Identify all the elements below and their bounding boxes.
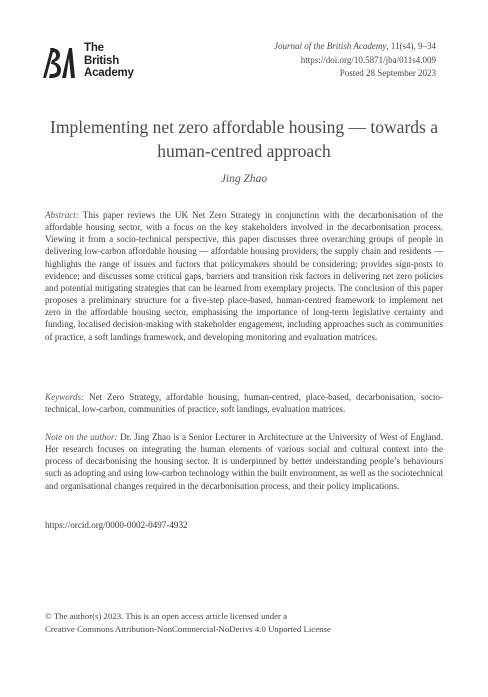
logo-line-3: Academy	[84, 67, 134, 79]
journal-name: Journal of the British Academy	[274, 41, 387, 51]
license-footer	[45, 610, 443, 636]
abstract-label: Abstract:	[45, 210, 79, 220]
journal-meta	[216, 40, 436, 81]
keywords-label: Keywords:	[45, 392, 85, 402]
abstract-text: This paper reviews the UK Net Zero Strategy in conjunction with the decarbonisation of the affordable housing sector, with a focus on the key stakeholders involved in the decarbonisation process. Viewing it from a socio-technical perspective, this paper discusses three overarching groups of people in delivering low-carbon affordable housing — affordable housing providers, the supply chain and residents — highlights the range of issues and factors that policymakers should be considering; provides sign-posts to evidence; and discusses some critical gaps, barriers and transition risk factors in delivering net zero policies and potential mitigating strategies that can be learned from exemplary projects. The conclusion of this paper proposes a preliminary structure for a five-step place-based, human-centred framework to implement net zero in the affordable housing sector, emphasising the importance of long-term legislative certainty and funding, localised decision-making with stakeholder engagement, including approaches such as communities of practice, a soft landings framework, and developing monitoring and evaluation matrices.	[45, 210, 443, 342]
logo-line-2: British	[84, 54, 120, 67]
author-note	[45, 431, 443, 492]
posted-date: Posted 28 September 2023	[339, 68, 436, 78]
british-academy-logo	[40, 40, 160, 84]
abstract	[45, 209, 443, 343]
orcid-link[interactable]: https://orcid.org/0000-0002-0497-4932	[45, 520, 188, 530]
doi-link[interactable]: https://doi.org/10.5871/jba/011s4.009	[300, 54, 436, 65]
license-link[interactable]: Creative Commons Attribution-NonCommercial-NoDerivs 4.0 Unported License	[45, 624, 331, 634]
keywords	[45, 391, 443, 415]
british-academy-logo-icon	[40, 44, 76, 80]
logo-wordmark	[84, 42, 134, 80]
logo-line-1: The	[84, 42, 104, 54]
journal-issue: , 11(s4), 9–34	[386, 41, 436, 51]
journal-citation	[216, 40, 436, 54]
author-note-text: Dr. Jing Zhao is a Senior Lecturer in Architecture at the University of West of England. Her research focuses on integrating the human elements of various social and cultural context into the process of decarbonising the housing sector. It is underpinned by better understanding people’s behaviours such as adopting and using low-carbon technology within the built environment, as well as the sociotechnical and organisational changes required in the decarbonisation process, and their policy implications.	[45, 432, 444, 491]
paper-title: Implementing net zero affordable housing — towards a human-centred approach	[50, 117, 438, 161]
paper-author: Jing Zhao	[220, 173, 268, 185]
author-note-label: Note on the author:	[45, 432, 118, 442]
copyright-line: © The author(s) 2023. This is an open access article licensed under a	[45, 611, 288, 621]
keywords-text: Net Zero Strategy, affordable housing, human-centred, place-based, decarbonisation, socio-technical, low-carbon, communities of practice, soft landings, evaluation matrices.	[45, 392, 443, 415]
